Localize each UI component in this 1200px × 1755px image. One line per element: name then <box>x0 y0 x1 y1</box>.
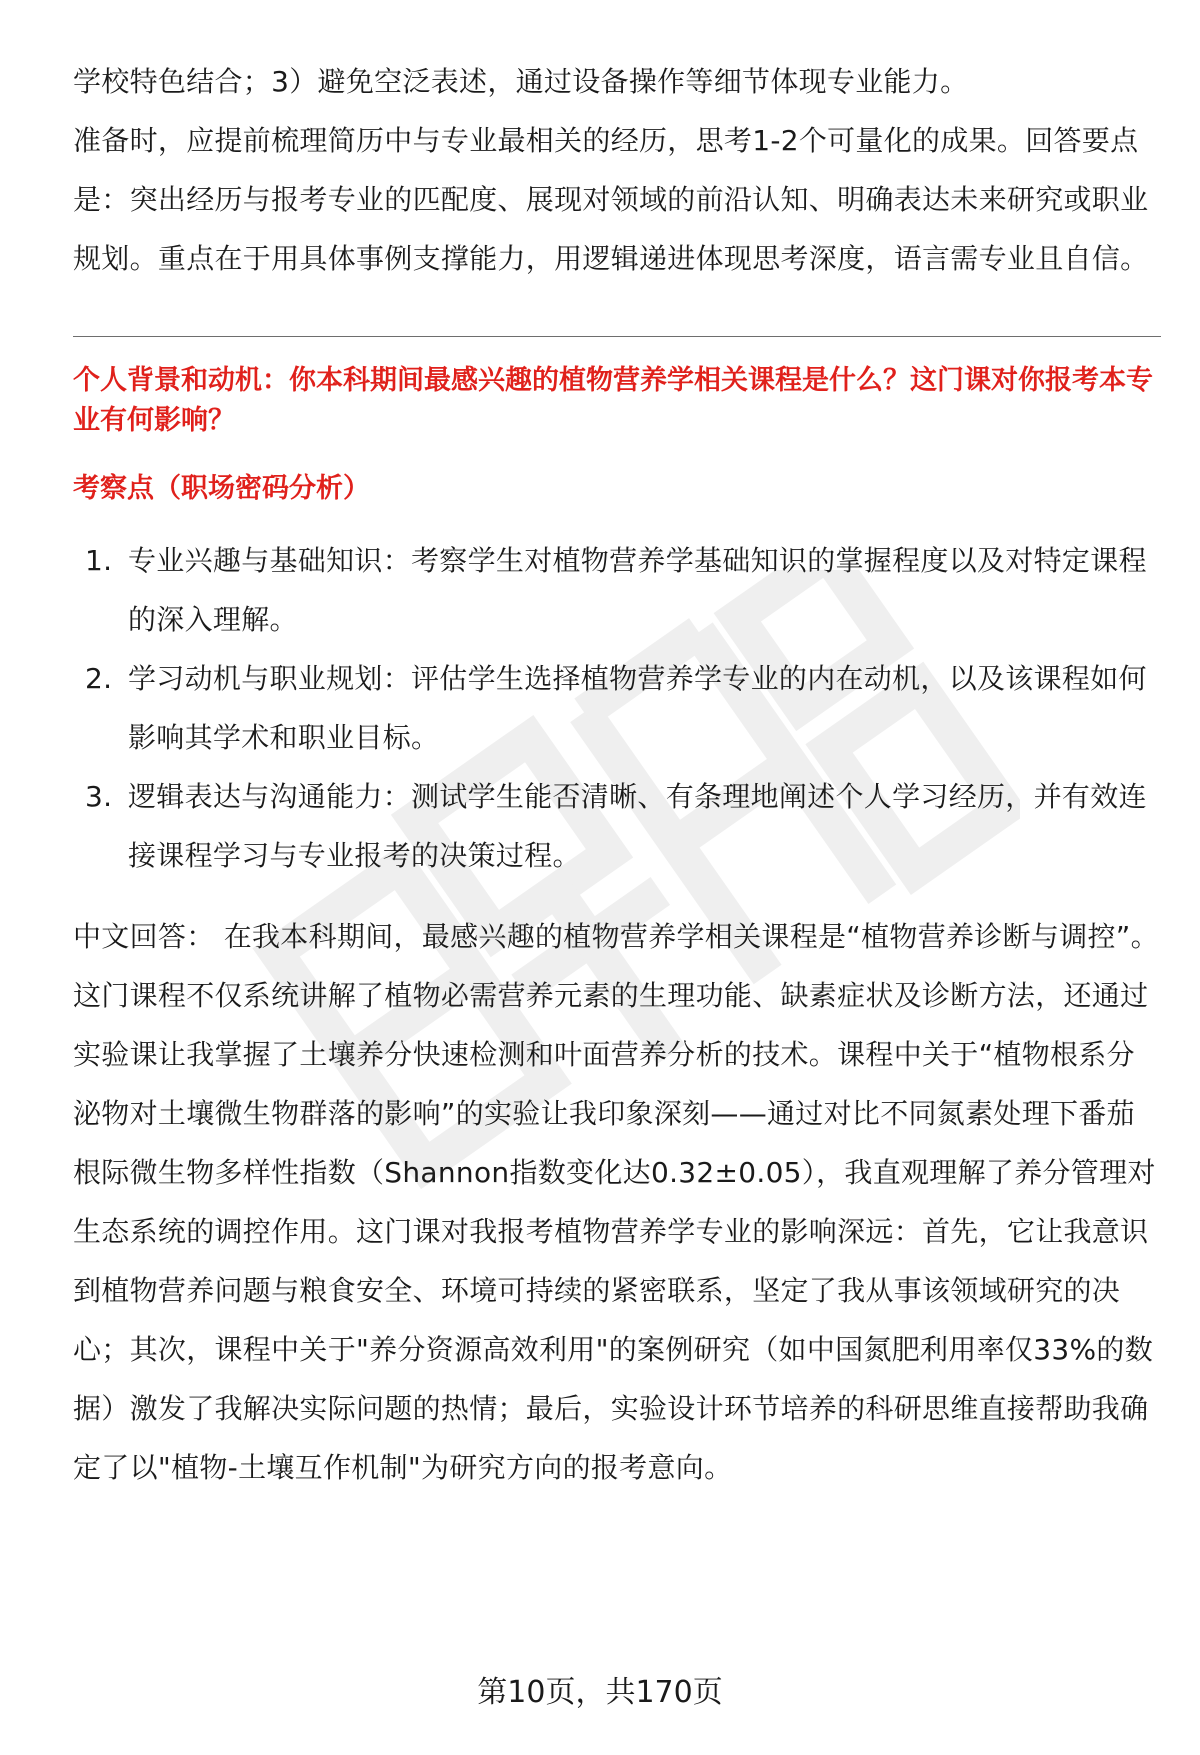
list-item-number: 1. <box>85 544 113 577</box>
section-divider <box>73 336 1161 337</box>
answer-paragraph: 中文回答： 在我本科期间，最感兴趣的植物营养学相关课程是“植物营养诊断与调控”。这门课程不仅系统讲解了植物必需营养元素的生理功能、缺素症状及诊断方法，还通过实验课让我掌握了土壤养分快速检测和叶面营养分析的技术。课程中关于“植物根系分泌物对土壤微生物群落的影响”的实验让我印象深刻——通过对比不同氮素处理下番茄根际微生物多样性指数（Shannon指数变化达0.32±0.05），我直观理解了养分管理对生态系统的调控作用。这门课对我报考植物营养学专业的影响深远：首先，它让我意识到植物营养问题与粮食安全、环境可持续的紧密联系，坚定了我从事该领域研究的决心；其次，课程中关于"养分资源高效利用"的案例研究（如中国氮肥利用率仅33%的数据）激发了我解决实际问题的热情；最后，实验设计环节培养的科研思维直接帮助我确定了以"植物-土壤互作机制"为研究方向的报考意向。 <box>73 920 1159 1484</box>
list-item-text: 专业兴趣与基础知识：考察学生对植物营养学基础知识的掌握程度以及对特定课程的深入理解。 <box>128 544 1147 636</box>
page-content <box>73 52 1161 1497</box>
intro-line: 学校特色结合；3）避免空泛表述，通过设备操作等细节体现专业能力。 <box>73 65 969 98</box>
list-item-number: 2. <box>85 662 113 695</box>
page-footer: 第10页，共170页 <box>477 1675 723 1710</box>
list-item <box>73 767 1161 885</box>
list-item-text: 学习动机与职业规划：评估学生选择植物营养学专业的内在动机，以及该课程如何影响其学术和职业目标。 <box>128 662 1147 754</box>
points-list <box>73 531 1161 885</box>
list-item <box>73 649 1161 767</box>
list-item-number: 3. <box>85 780 113 813</box>
points-title: 考察点（职场密码分析） <box>73 473 370 504</box>
question-heading: 个人背景和动机：你本科期间最感兴趣的植物营养学相关课程是什么？这门课对你报考本专业有何影响？ <box>73 365 1153 436</box>
prep-paragraph: 准备时，应提前梳理简历中与专业最相关的经历，思考1-2个可量化的成果。回答要点是：突出经历与报考专业的匹配度、展现对领域的前沿认知、明确表达未来研究或职业规划。重点在于用具体事例支撑能力，用逻辑递进体现思考深度，语言需专业且自信。 <box>73 124 1149 275</box>
list-item-text: 逻辑表达与沟通能力：测试学生能否清晰、有条理地阐述个人学习经历，并有效连接课程学习与专业报考的决策过程。 <box>128 780 1147 872</box>
list-item <box>73 531 1161 649</box>
